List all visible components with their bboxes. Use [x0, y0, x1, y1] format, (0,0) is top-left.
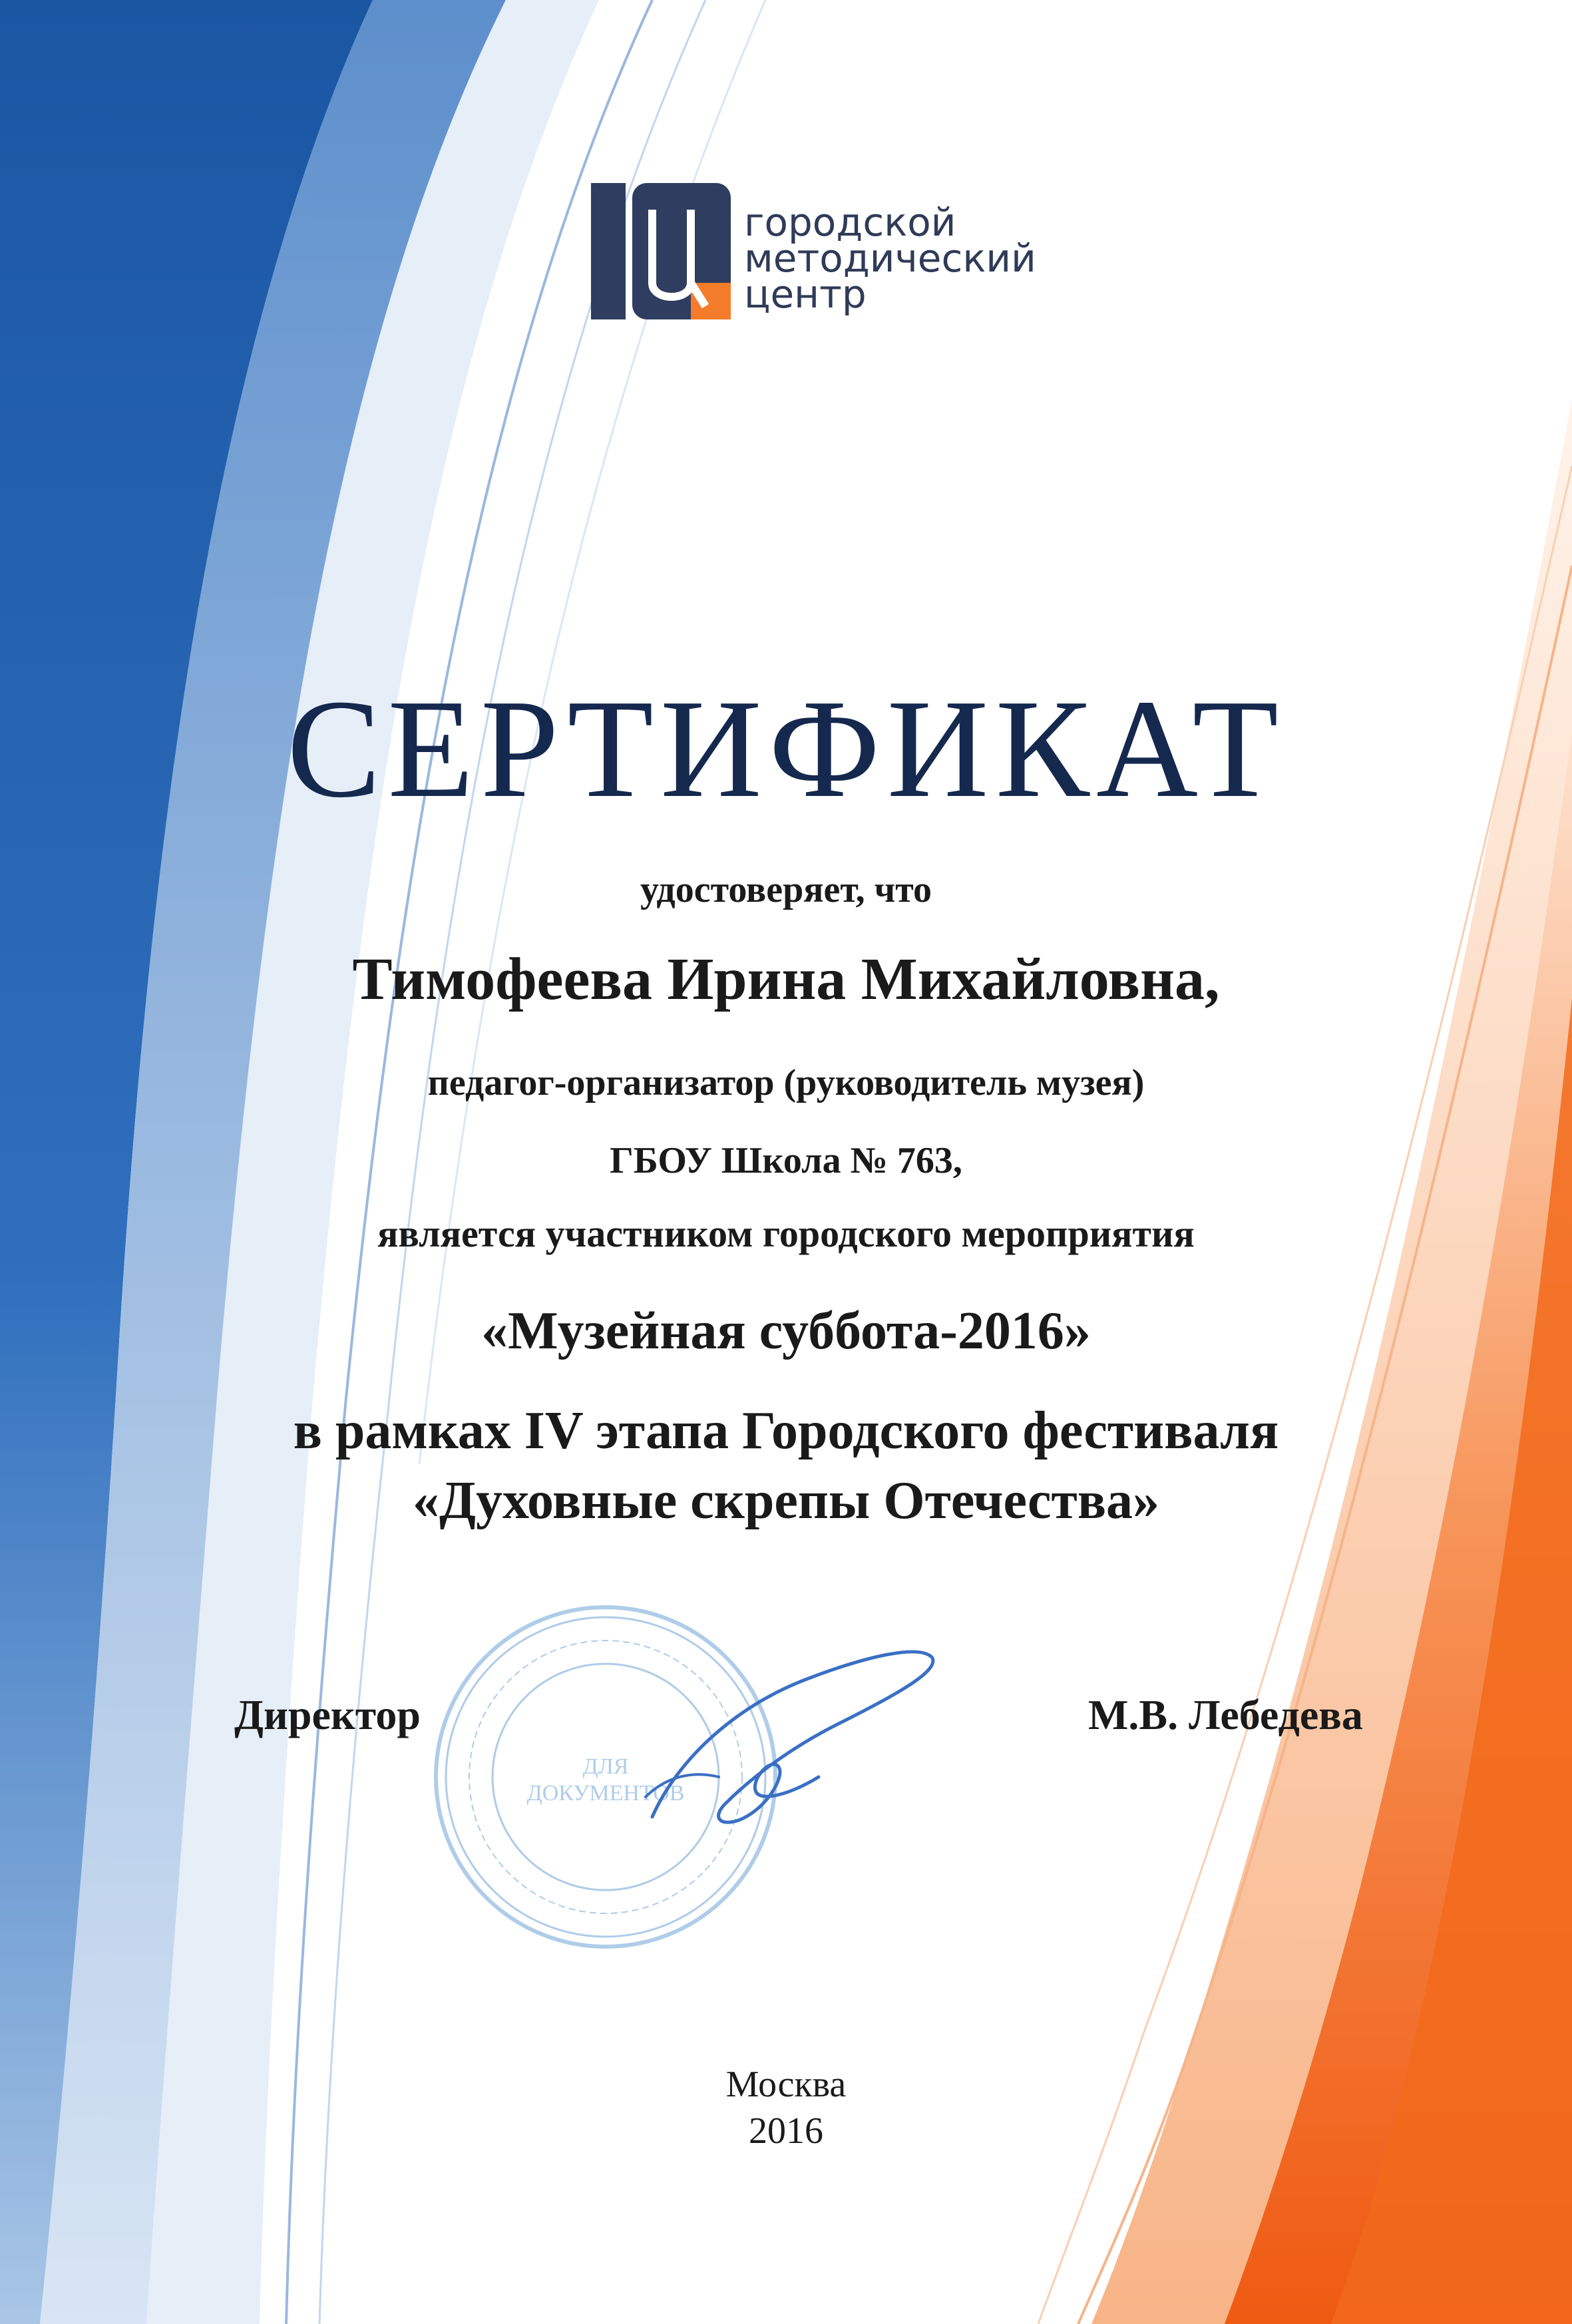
- city: Москва: [725, 2064, 847, 2105]
- festival-line-1: в рамках IV этапа Городского фестиваля: [293, 1402, 1279, 1460]
- festival-line-2: «Духовные скрепы Отечества»: [412, 1471, 1160, 1530]
- logo-mark-icon: [591, 183, 731, 321]
- handwritten-signature: [639, 1624, 952, 1843]
- logo-text-line2: методический: [744, 236, 1036, 281]
- signatory-name: М.В. Лебедева: [1088, 1691, 1363, 1738]
- participant-text: является участником городского мероприятия: [377, 1212, 1195, 1255]
- event-name: «Музейная суббота-2016»: [481, 1302, 1091, 1360]
- recipient-name: Тимофеева Ирина Михайловна,: [352, 946, 1220, 1012]
- year: 2016: [749, 2110, 823, 2152]
- stamp-text-1: ДЛЯ: [582, 1754, 629, 1779]
- certificate-title: СЕРТИФИКАТ: [287, 670, 1285, 827]
- recipient-school: ГБОУ Школа № 763,: [610, 1140, 962, 1181]
- certifies-text: удостоверяет, что: [640, 869, 932, 910]
- logo-text-line3: центр: [744, 272, 867, 317]
- recipient-position: педагог-организатор (руководитель музея): [427, 1062, 1145, 1103]
- logo-text-line1: городской: [744, 200, 956, 245]
- stamp-text-2: ДОКУМЕНТОВ: [526, 1781, 685, 1806]
- signatory-role: Директор: [234, 1691, 421, 1738]
- logo: [591, 183, 1083, 326]
